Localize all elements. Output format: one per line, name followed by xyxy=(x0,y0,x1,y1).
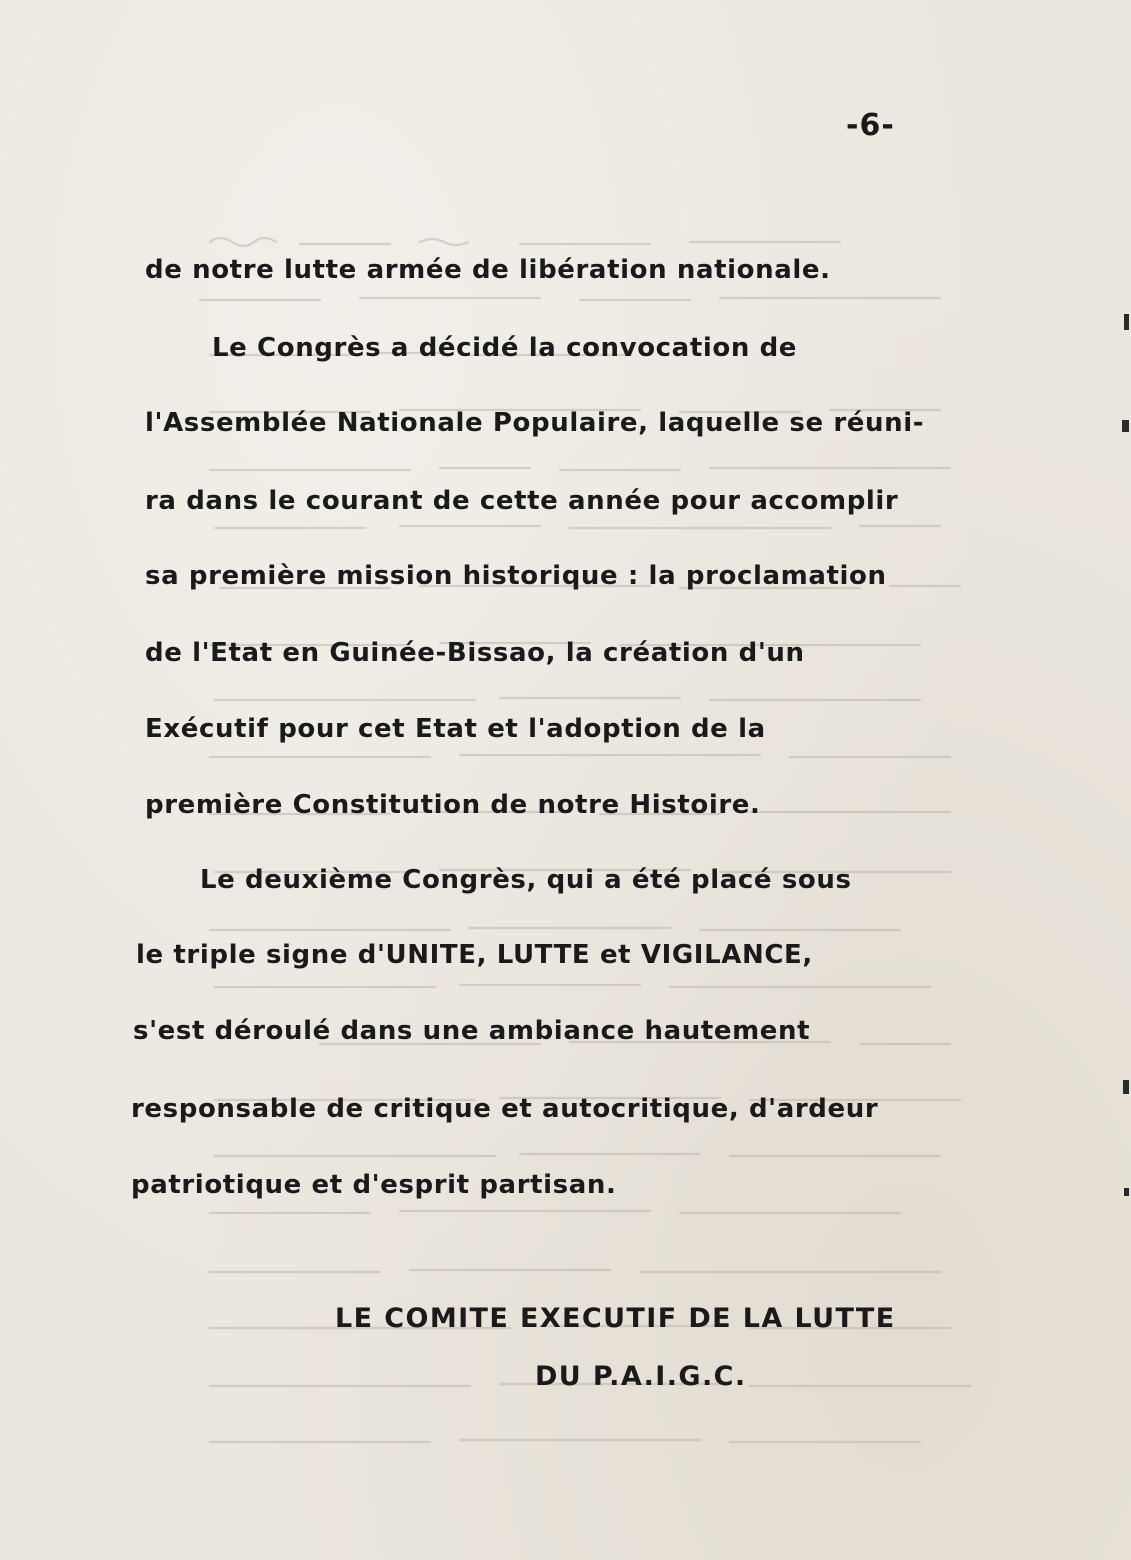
body-line: première Constitution de notre Histoire. xyxy=(145,790,761,820)
page-number: -6- xyxy=(846,108,895,143)
body-line: s'est déroulé dans une ambiance hautement xyxy=(133,1016,811,1046)
body-line: patriotique et d'esprit partisan. xyxy=(131,1170,617,1200)
margin-mark xyxy=(1122,420,1129,432)
body-line: sa première mission historique : la proclamation xyxy=(145,561,887,591)
body-line: le triple signe d'UNITE, LUTTE et VIGILANCE, xyxy=(136,940,813,970)
body-line: de l'Etat en Guinée-Bissao, la création d'un xyxy=(145,638,805,668)
body-line: Le Congrès a décidé la convocation de xyxy=(212,333,798,363)
body-line: l'Assemblée Nationale Populaire, laquelle se réuni- xyxy=(145,408,925,438)
body-line: Le deuxième Congrès, qui a été placé sous xyxy=(200,865,852,895)
body-line: Exécutif pour cet Etat et l'adoption de la xyxy=(145,714,766,744)
signature-line-1: LE COMITE EXECUTIF DE LA LUTTE xyxy=(335,1303,896,1334)
signature-line-2: DU P.A.I.G.C. xyxy=(535,1361,747,1392)
body-line: responsable de critique et autocritique, d'ardeur xyxy=(131,1094,879,1124)
margin-mark xyxy=(1124,1188,1129,1196)
margin-mark xyxy=(1124,314,1129,330)
margin-mark xyxy=(1123,1080,1129,1094)
body-line: de notre lutte armée de libération nationale. xyxy=(145,255,831,285)
body-line: ra dans le courant de cette année pour accomplir xyxy=(145,486,899,516)
